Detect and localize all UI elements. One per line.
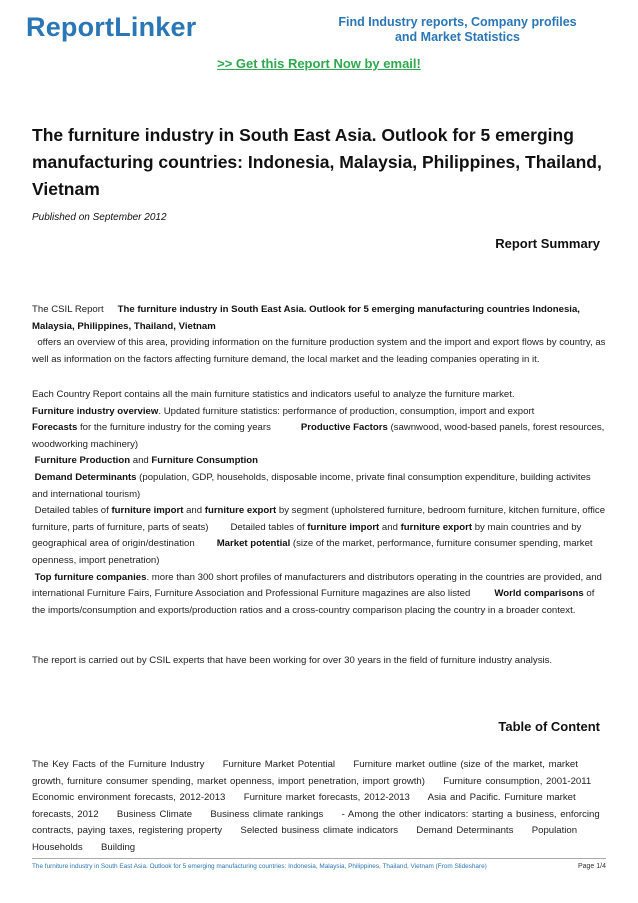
reportlinker-logo[interactable]: ReportLinker <box>26 12 197 42</box>
report-title: The furniture industry in South East Asia. Outlook for 5 emerging manufacturing countries: Indonesia, Malaysia, Philippines, Thailand, Vietnam <box>32 125 602 199</box>
tagline-line-2: and Market Statistics <box>394 30 521 44</box>
t-forecasts: for the furniture industry for the coming years <box>77 422 271 434</box>
report-summary-heading: Report Summary <box>495 236 600 251</box>
t-and-1: and <box>183 505 205 517</box>
footer-text[interactable]: The furniture industry in South East Asia. Outlook for 5 emerging manufacturing countries: Indonesia, Malaysia, Philippines, Thailand, Vietnam (From Slideshare) <box>32 863 487 870</box>
get-report-link[interactable]: >> Get this Report Now by email! <box>217 56 421 71</box>
b-world: World comparisons <box>494 588 584 600</box>
t-countries: by main countries and by geographical area of origin/destination <box>32 521 582 550</box>
t-detailed-1: Detailed tables of <box>34 505 112 517</box>
t-segment: by segment (upholstered furniture, bedroom furniture, kitchen furniture, office furniture, parts of furniture, parts of seats) <box>32 505 606 533</box>
t-overview: . Updated furniture statistics: performance of production, consumption, import and export <box>158 405 535 417</box>
page-footer <box>32 858 606 870</box>
t-detailed-2: Detailed tables of <box>230 521 308 533</box>
page-number: Page 1/4 <box>577 863 606 870</box>
tagline-line-1: Find Industry reports, Company profiles <box>338 15 577 29</box>
toc-text: The Key Facts of the Furniture Industry Furniture Market Potential Furniture market outline (size of the market, market growth, furniture consumer spending, market openness, import penetration, import growth) Furniture consumption, 2001-2011 Economic environment forecasts, 2012-2013 Furniture market forecasts, 2012-2013 Asia and Pacific. Furniture market forecasts, 2012 Business Climate Business climate rankings - Among the other indicators: starting a business, enforcing contracts, paying taxes, registering property Selected business climate indicators Demand Determinants Population Households Building <box>32 759 610 853</box>
t-and: and <box>130 455 152 467</box>
b-potential: Market potential <box>216 538 291 550</box>
b-consumption: Furniture Consumption <box>151 455 259 467</box>
b-import-2: furniture import <box>307 521 380 533</box>
p1-intro: The CSIL Report <box>32 304 104 315</box>
b-export-2: furniture export <box>400 521 473 533</box>
t-demand: (population, GDP, households, disposable income, private final consumption expenditure, building activites and international tourism) <box>32 471 591 500</box>
p1-rest: offers an overview of this area, providing information on the furniture production system and the import and export flows by country, as well as information on the factors affecting furniture demand, the local market and the leading companies operating in it. <box>32 337 606 365</box>
b-forecasts: Forecasts <box>32 422 78 434</box>
b-demand: Demand Determinants <box>34 471 137 483</box>
p2-intro: Each Country Report contains all the main furniture statistics and indicators useful to analyze the furniture market. <box>32 389 515 400</box>
t-and-2: and <box>379 521 401 533</box>
tagline <box>330 15 585 45</box>
table-of-content-heading: Table of Content <box>498 719 600 734</box>
t-world: of the imports/consumption and exports/production ratios and a cross-country comparison placing the country in a broader context. <box>32 588 595 616</box>
t-top-companies: . more than 300 short profiles of manufacturers and distributors operating in the countries are provided, and international Furniture Fairs, Furniture Association and Professional Furniture magazines are also listed <box>32 571 602 600</box>
summary-paragraph-2 <box>32 387 606 619</box>
b-export-1: furniture export <box>204 505 277 517</box>
b-overview: Furniture industry overview <box>32 405 159 417</box>
t-potential: (size of the market, performance, furniture consumer spending, market openness, import penetration) <box>32 538 593 566</box>
published-date: Published on September 2012 <box>32 212 167 223</box>
b-import-1: furniture import <box>111 505 184 517</box>
b-production: Furniture Production <box>34 455 131 467</box>
summary-paragraph-3: The report is carried out by CSIL experts that have been working for over 30 years in the field of furniture industry analysis. <box>32 655 553 666</box>
summary-paragraph-1 <box>32 302 606 368</box>
t-productive: (sawnwood, wood-based panels, forest resources, woodworking machinery) <box>32 422 605 450</box>
b-productive: Productive Factors <box>300 422 388 434</box>
b-top-companies: Top furniture companies <box>34 571 147 583</box>
p1-report-name: The furniture industry in South East Asia. Outlook for 5 emerging manufacturing countries Indonesia, Malaysia, Philippines, Thailand, Vietnam <box>32 304 580 332</box>
